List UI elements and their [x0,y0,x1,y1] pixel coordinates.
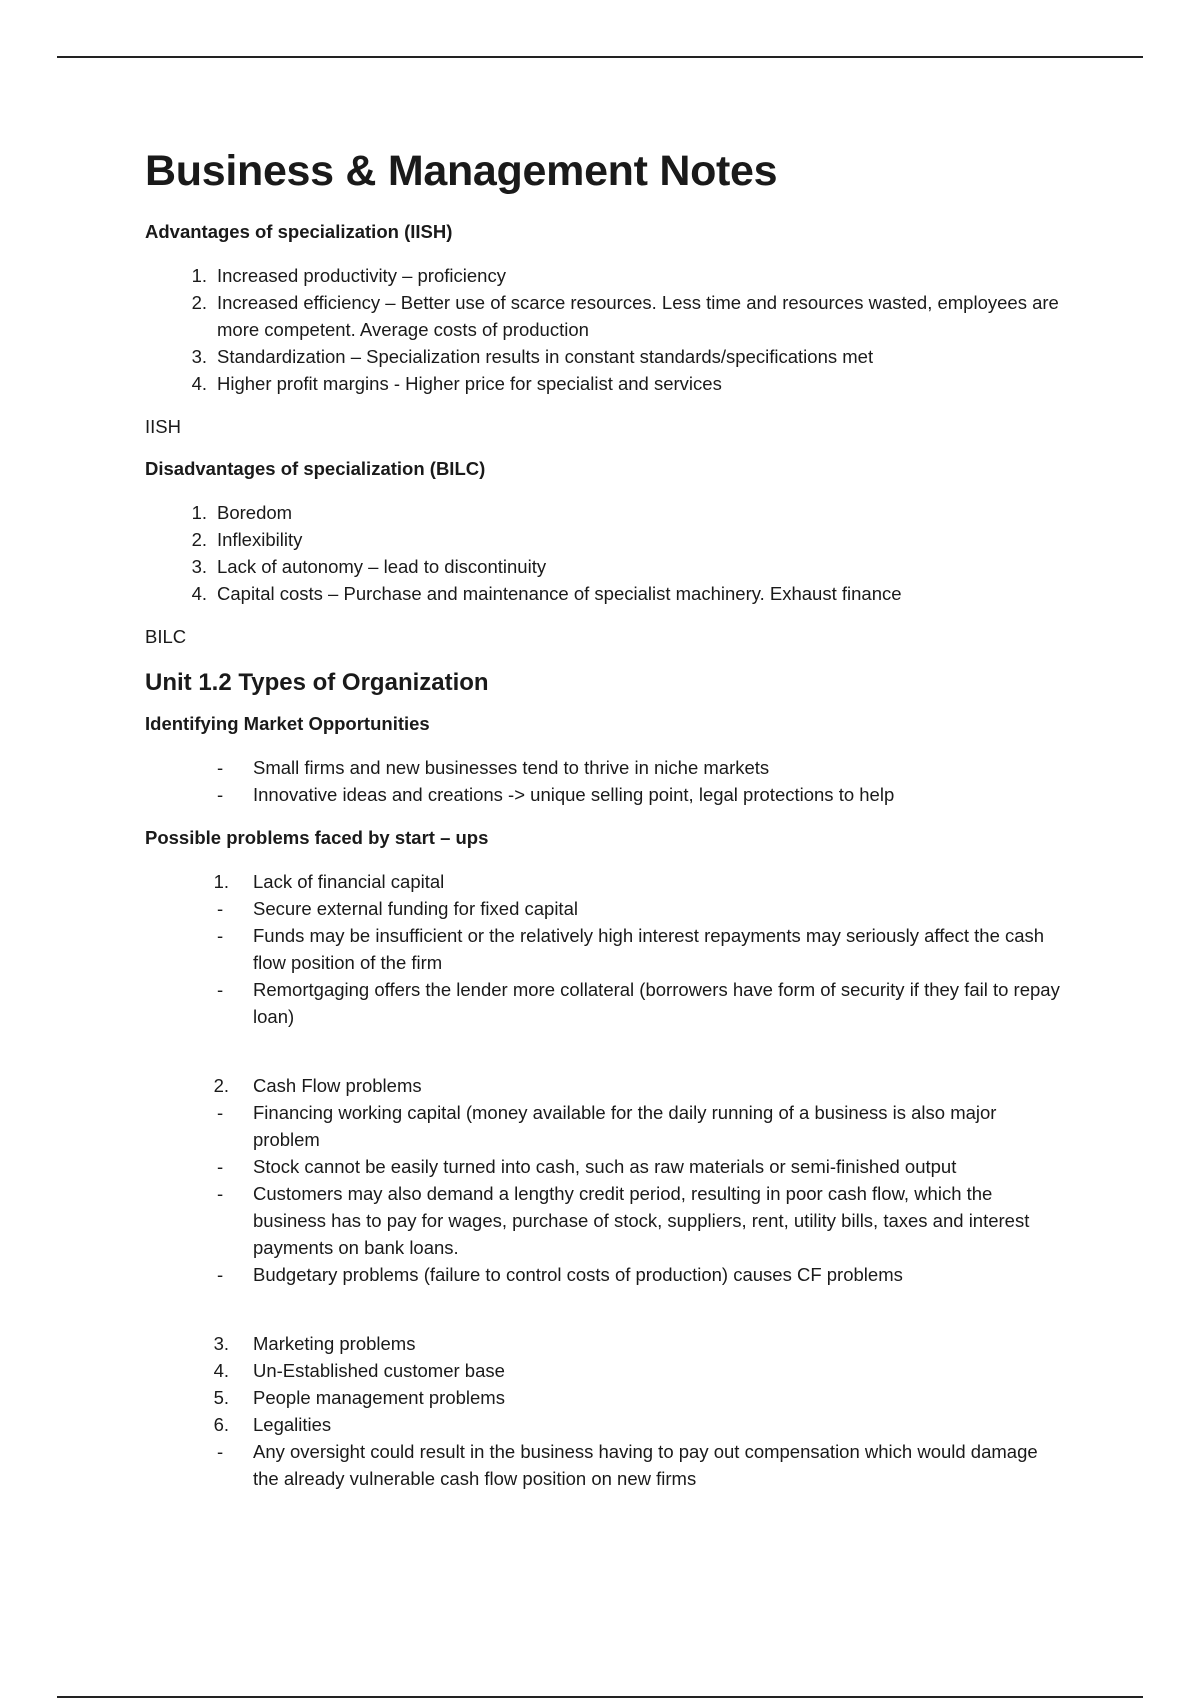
list-item-text: People management problems [253,1387,505,1409]
list-number: 2. [191,528,207,550]
startup-problems-group-2 [145,1072,1065,1288]
list-item-text: Any oversight could result in the business having to pay out compensation which would damage the already vulnerable cash flow position on new firms [253,1441,1038,1490]
bullet-dash: - [217,1102,224,1124]
market-opportunities-list [145,754,1065,808]
list-item-text: Financing working capital (money available for the daily running of a business is also major problem [253,1102,997,1151]
header-rule [57,56,1143,58]
startup-problems-group-3 [145,1330,1065,1492]
list-item [145,499,1065,526]
market-opportunities-heading: Identifying Market Opportunities [145,712,430,734]
document-body [145,146,1065,1510]
advantages-mnemonic: IISH [145,415,181,437]
list-item-text: Budgetary problems (failure to control costs of production) causes CF problems [253,1264,903,1286]
startup-problems-heading: Possible problems faced by start – ups [145,827,489,849]
list-item-text: Customers may also demand a lengthy credit period, resulting in poor cash flow, which the business has to pay for wages, purchase of stock, suppliers, rent, utility bills, taxes and interest payments on bank loans. [253,1183,1030,1259]
list-item-text: Capital costs – Purchase and maintenance of specialist machinery. Exhaust finance [217,582,902,604]
list-number: 1. [191,501,207,523]
list-item [145,781,1065,808]
page-title: Business & Management Notes [145,147,778,195]
advantages-heading: Advantages of specialization (IISH) [145,220,453,242]
disadvantages-list [145,499,1065,607]
list-item [145,1072,1065,1099]
list-item-text: Legalities [253,1414,332,1436]
disadvantages-heading: Disadvantages of specialization (BILC) [145,457,486,479]
list-item-text: Increased productivity – proficiency [217,264,506,286]
list-item [145,1357,1065,1384]
list-item [145,262,1065,289]
list-item [145,289,1065,343]
advantages-list [145,262,1065,397]
list-item [145,343,1065,370]
list-item-text: Inflexibility [217,528,303,550]
list-item [145,895,1065,922]
list-item-text: Un-Established customer base [253,1360,505,1382]
list-item [145,922,1065,976]
list-number: 3. [191,345,207,367]
bullet-dash: - [217,784,224,806]
list-item-text: Increased efficiency – Better use of scarce resources. Less time and resources wasted, employees are more competent. Average costs of production [217,291,1059,340]
list-number: 3. [191,555,207,577]
list-number: 1. [191,264,207,286]
list-item [145,580,1065,607]
list-number: 4. [213,1360,229,1382]
list-item-text: Higher profit margins - Higher price for specialist and services [217,372,722,394]
list-number: 5. [213,1387,229,1409]
startup-problems-group-1 [145,868,1065,1030]
bullet-dash: - [217,898,224,920]
list-item [145,1099,1065,1153]
bullet-dash: - [217,1264,224,1286]
list-item [145,1330,1065,1357]
list-item-text: Secure external funding for fixed capital [253,898,578,920]
list-item [145,868,1065,895]
list-item [145,976,1065,1030]
bullet-dash: - [217,757,224,779]
list-item-text: Funds may be insufficient or the relatively high interest repayments may seriously affect the cash flow position of the firm [253,925,1045,974]
list-item-text: Boredom [217,501,293,523]
list-item [145,1261,1065,1288]
list-number: 2. [213,1075,229,1097]
bullet-dash: - [217,1156,224,1178]
list-item [145,1411,1065,1438]
spacer [145,1306,1065,1330]
list-item [145,370,1065,397]
list-item-text: Standardization – Specialization results in constant standards/specifications met [217,345,874,367]
list-item-text: Innovative ideas and creations -> unique selling point, legal protections to help [253,784,895,806]
list-number: 6. [213,1414,229,1436]
spacer [145,1048,1065,1072]
list-item [145,553,1065,580]
list-number: 4. [191,372,207,394]
footer-rule [57,1696,1143,1698]
unit-heading: Unit 1.2 Types of Organization [145,668,489,696]
list-number: 4. [191,582,207,604]
list-item [145,526,1065,553]
bullet-dash: - [217,979,224,1001]
list-item [145,1438,1065,1492]
list-number: 3. [213,1333,229,1355]
bullet-dash: - [217,1441,224,1463]
list-number: 1. [213,871,229,893]
disadvantages-mnemonic: BILC [145,625,187,647]
bullet-dash: - [217,1183,224,1205]
list-item [145,754,1065,781]
bullet-dash: - [217,925,224,947]
list-item-text: Lack of autonomy – lead to discontinuity [217,555,547,577]
list-item-text: Lack of financial capital [253,871,445,893]
list-item-text: Cash Flow problems [253,1075,422,1097]
list-item-text: Marketing problems [253,1333,416,1355]
list-item [145,1384,1065,1411]
list-item-text: Small firms and new businesses tend to thrive in niche markets [253,757,770,779]
list-item-text: Stock cannot be easily turned into cash, such as raw materials or semi-finished output [253,1156,957,1178]
list-item [145,1153,1065,1180]
list-item [145,1180,1065,1261]
list-number: 2. [191,291,207,313]
list-item-text: Remortgaging offers the lender more collateral (borrowers have form of security if they fail to repay loan) [253,979,1060,1028]
